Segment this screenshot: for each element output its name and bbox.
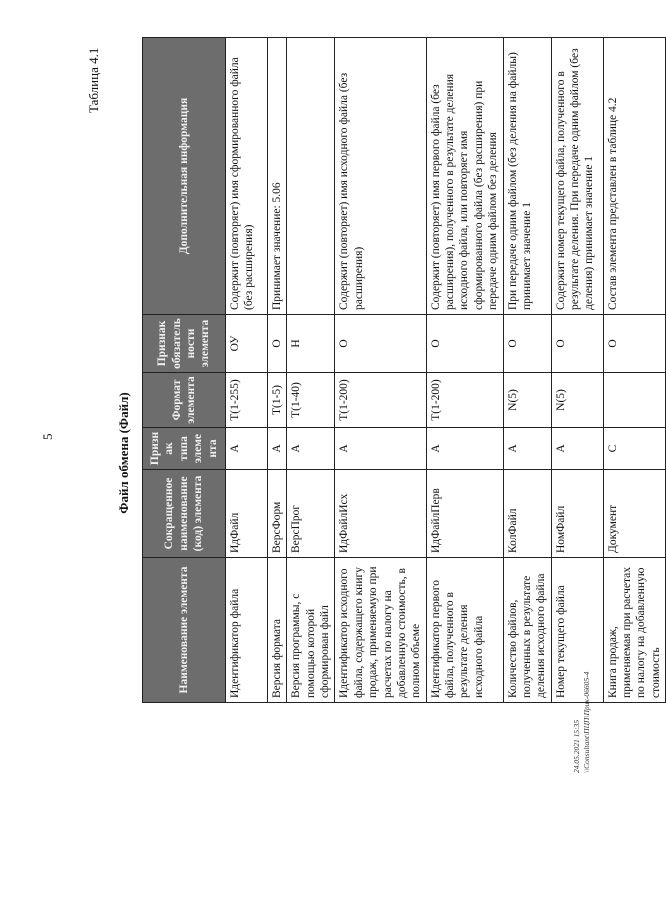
cell-required: О	[335, 315, 426, 373]
cell-name: Версия программы, с помощью которой сформирован файл	[287, 558, 335, 703]
cell-info: Состав элемента представлен в таблице 4.2	[603, 38, 666, 315]
cell-code: ИдФайл	[225, 470, 267, 558]
cell-info: Содержит (повторяет) имя исходного файла (без расширения)	[335, 38, 426, 315]
cell-required: О	[267, 315, 286, 373]
cell-format: Т(1-5)	[267, 373, 286, 428]
table-row	[503, 38, 551, 703]
cell-type: А	[287, 428, 335, 470]
cell-name: Идентификатор исходного файла, содержащего книгу продаж, применяемую при расчетах по налогу на добавленную стоимость, в полном объеме	[335, 558, 426, 703]
cell-format: Т(1-255)	[225, 373, 267, 428]
page-number: 5	[40, 433, 55, 440]
cell-type: А	[267, 428, 286, 470]
cell-code: КолФайл	[503, 470, 551, 558]
cell-info: Содержит (повторяет) имя первого файла (без расширения), полученного в результате деления исходного файла, или повторяет имя сформированного файла (без расширения) при передаче одним файлом без деления	[426, 38, 503, 315]
cell-type: А	[335, 428, 426, 470]
cell-format: N(5)	[551, 373, 603, 428]
print-footer	[572, 672, 592, 773]
table-row	[551, 38, 603, 703]
cell-type: А	[225, 428, 267, 470]
footer-path: \\Consultant\ПЦП\Прик-06605-4	[581, 671, 591, 773]
cell-name: Идентификатор файла	[225, 558, 267, 703]
cell-format: N(5)	[503, 373, 551, 428]
cell-required: О	[503, 315, 551, 373]
header-additional-info: Дополнительная информация	[143, 38, 226, 315]
table-row	[603, 38, 666, 703]
footer-date: 24.05.2021 15:35	[572, 719, 581, 773]
cell-name: Номер текущего файла	[551, 558, 603, 703]
cell-type: А	[503, 428, 551, 470]
cell-name: Количество файлов, полученных в результате деления исходного файла	[503, 558, 551, 703]
cell-required: О	[603, 315, 666, 373]
cell-format: Т(1-200)	[335, 373, 426, 428]
table-row	[225, 38, 267, 703]
cell-type: А	[551, 428, 603, 470]
cell-required: ОУ	[225, 315, 267, 373]
cell-info: Содержит номер текущего файла, полученного в результате деления. При передаче одним файлом (без деления) принимает значение 1	[551, 38, 603, 315]
cell-required: Н	[287, 315, 335, 373]
cell-format	[603, 373, 666, 428]
cell-code: ИдФайлИсх	[335, 470, 426, 558]
cell-info	[287, 38, 335, 315]
cell-format: Т(1-200)	[426, 373, 503, 428]
header-element-format: Формат элемента	[143, 373, 226, 428]
header-element-code: Сокращенное наименование (код) элемента	[143, 470, 226, 558]
cell-name: Книга продаж, применяемая при расчетах по налогу на добавленную стоимость	[603, 558, 666, 703]
cell-format: Т(1-40)	[287, 373, 335, 428]
cell-code: ВерсПрог	[287, 470, 335, 558]
header-element-name: Наименование элемента	[143, 558, 226, 703]
cell-info: Содержит (повторяет) имя сформированного файла (без расширения)	[225, 38, 267, 315]
exchange-file-table	[142, 37, 666, 703]
table-caption: Файл обмена (Файл)	[116, 392, 131, 514]
table-row	[267, 38, 286, 703]
table-label: Таблица 4.1	[86, 47, 101, 113]
cell-code: Документ	[603, 470, 666, 558]
cell-required: О	[426, 315, 503, 373]
cell-code: ВерсФорм	[267, 470, 286, 558]
cell-type: А	[426, 428, 503, 470]
table-row	[287, 38, 335, 703]
rotated-page-content	[2, 3, 662, 903]
table-header-row	[143, 38, 226, 703]
cell-type: С	[603, 428, 666, 470]
cell-name: Версия формата	[267, 558, 286, 703]
table-row	[426, 38, 503, 703]
cell-code: ИдФайлПерв	[426, 470, 503, 558]
cell-name: Идентификатор первого файла, полученного в результате деления исходного файла	[426, 558, 503, 703]
cell-required: О	[551, 315, 603, 373]
header-element-type: Признак типа элемента	[143, 428, 226, 470]
cell-code: НомФайл	[551, 470, 603, 558]
cell-info: Принимает значение: 5.06	[267, 38, 286, 315]
header-element-required: Признак обязательности элемента	[143, 315, 226, 373]
cell-info: При передаче одним файлом (без деления на файлы) принимает значение 1	[503, 38, 551, 315]
table-row	[335, 38, 426, 703]
